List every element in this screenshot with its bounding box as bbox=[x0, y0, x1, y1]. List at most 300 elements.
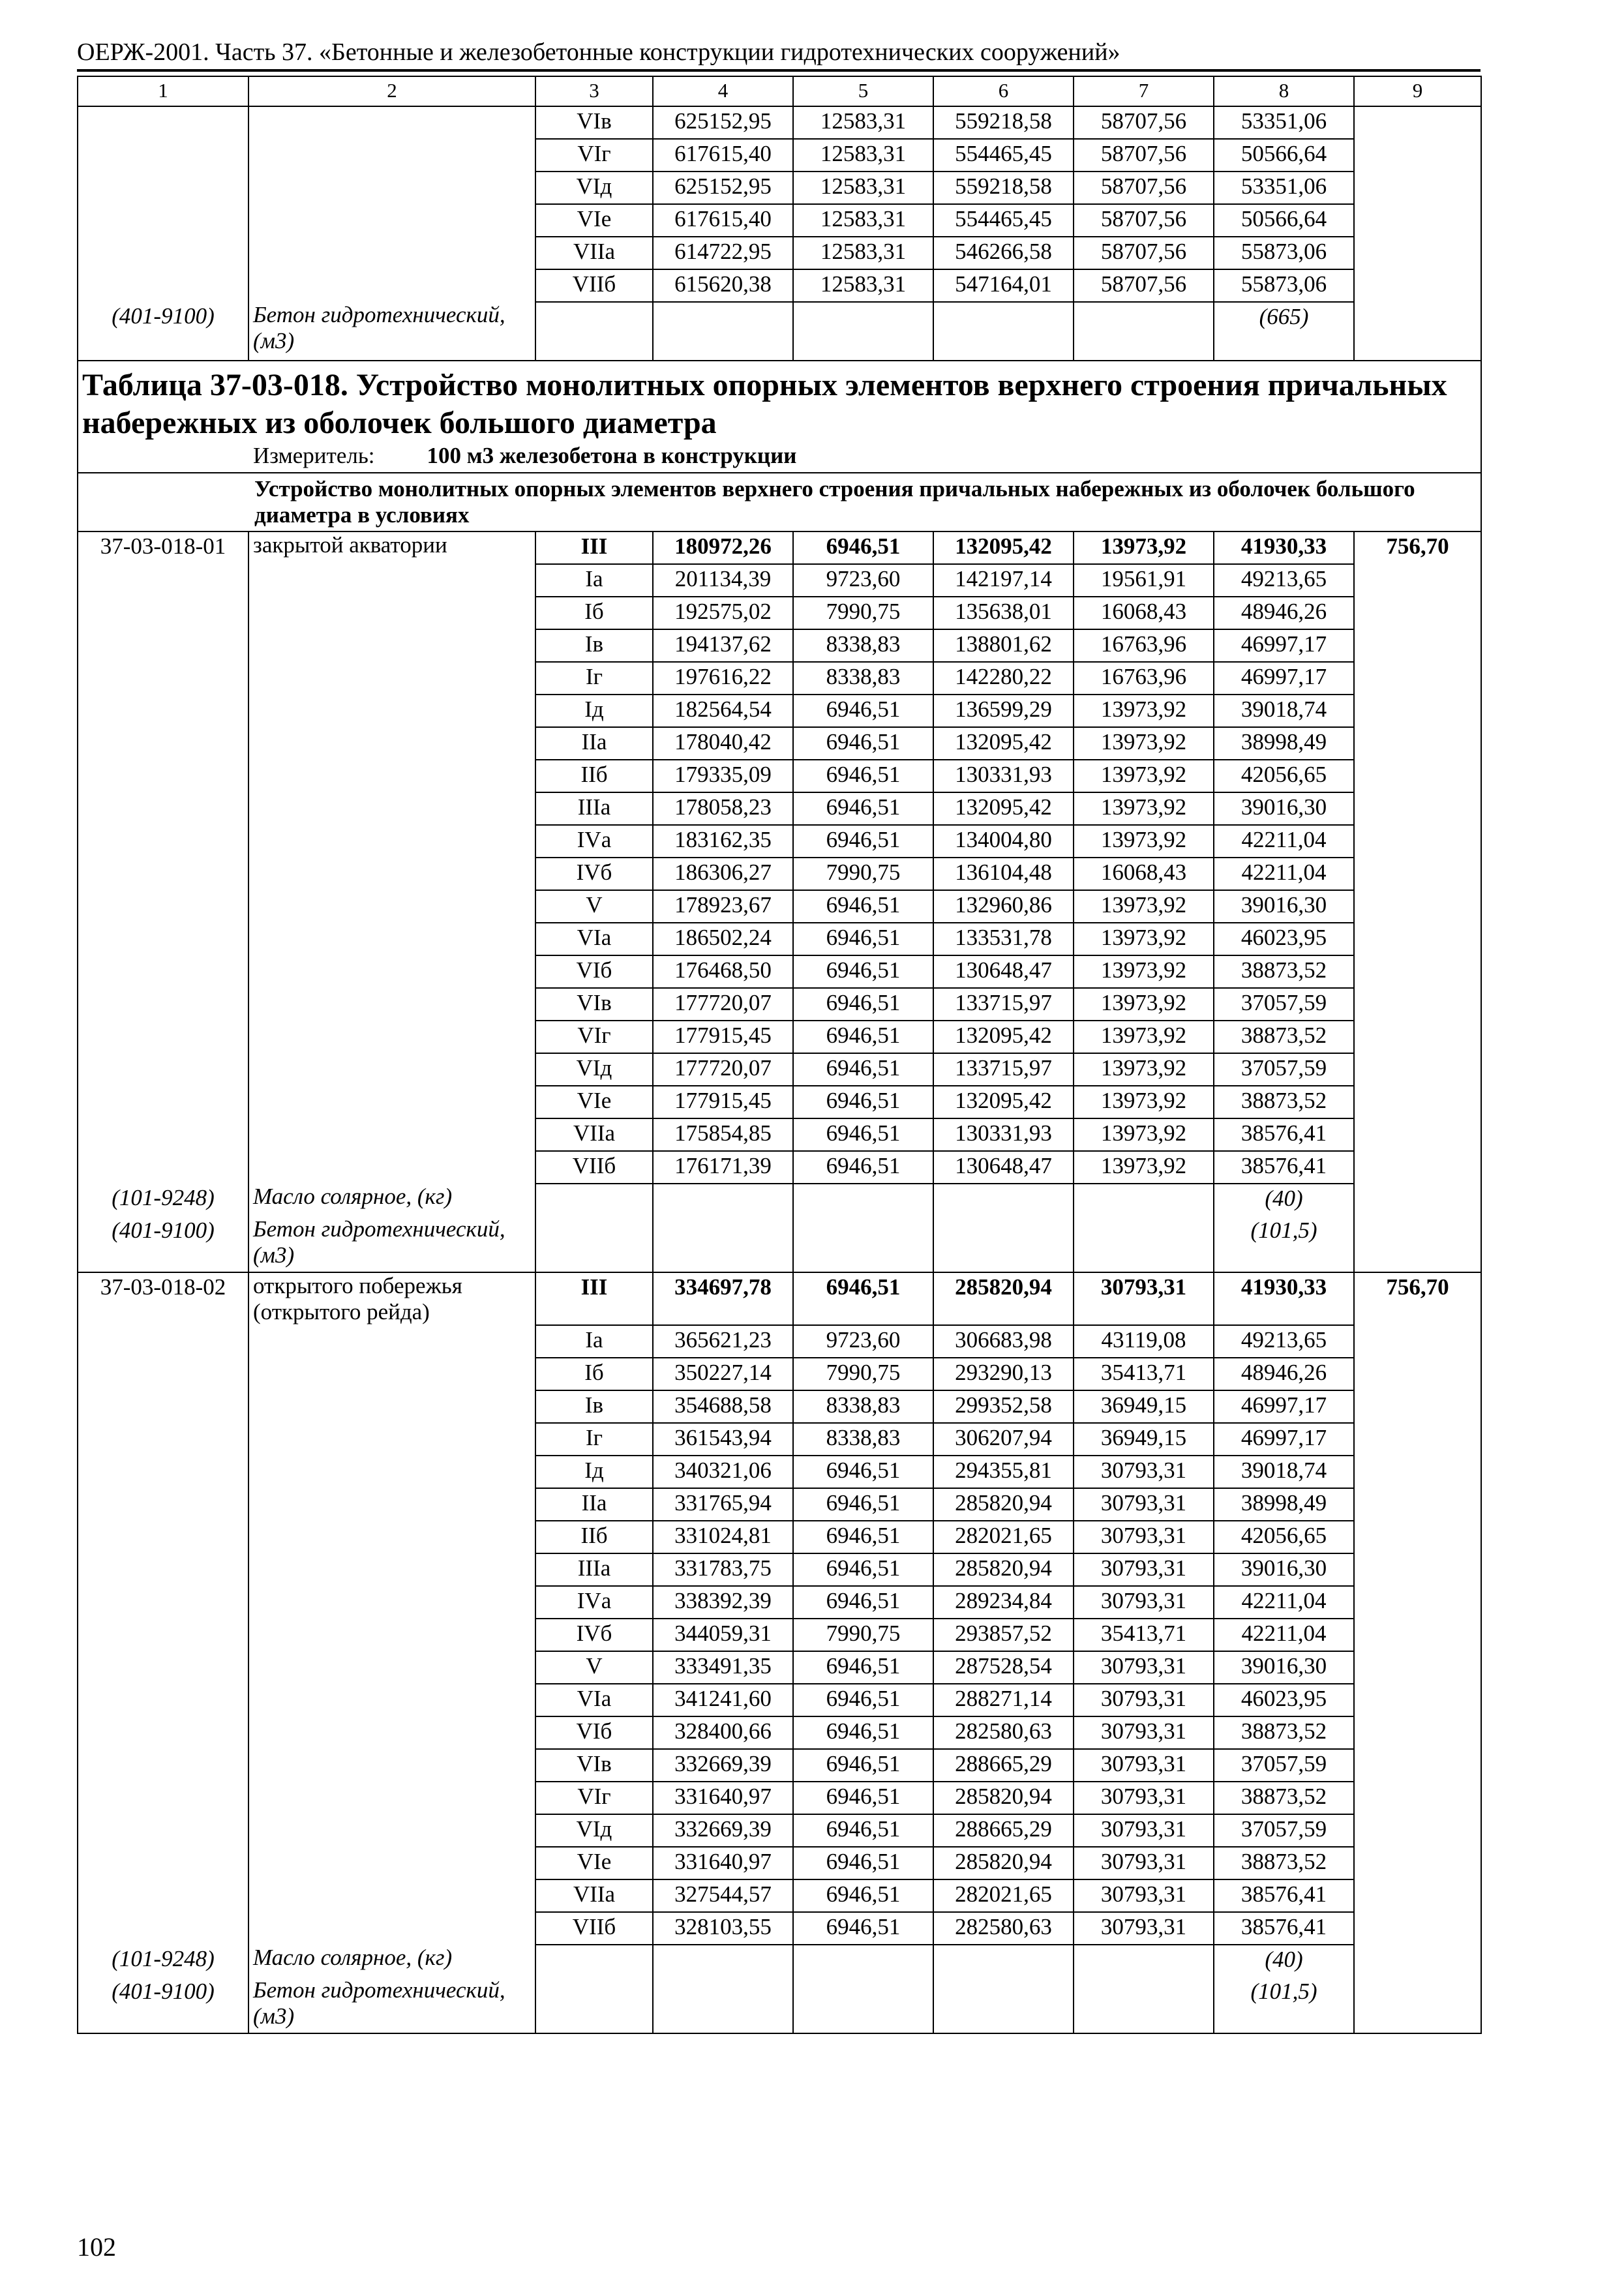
item-name bbox=[248, 204, 535, 237]
value-cell-c8: 48946,26 bbox=[1214, 597, 1354, 629]
item-code bbox=[78, 106, 248, 139]
zone-cell: VIв bbox=[535, 1749, 653, 1782]
value-cell-c7: 58707,56 bbox=[1074, 172, 1214, 204]
value-cell-c4: 331024,81 bbox=[653, 1521, 793, 1553]
item-code bbox=[78, 1021, 248, 1053]
value-cell-c5: 6946,51 bbox=[793, 1053, 933, 1086]
value-cell-c6: 285820,94 bbox=[933, 1782, 1074, 1814]
item-name bbox=[248, 1749, 535, 1782]
value-cell-c7: 30793,31 bbox=[1074, 1586, 1214, 1619]
zone-cell: VIд bbox=[535, 1814, 653, 1847]
value-cell-c8: 38873,52 bbox=[1214, 1716, 1354, 1749]
value-cell-c6: 306683,98 bbox=[933, 1325, 1074, 1358]
value-cell-c9 bbox=[1354, 792, 1481, 825]
value-cell-c6: 132095,42 bbox=[933, 1086, 1074, 1118]
value-cell-c8: 38576,41 bbox=[1214, 1151, 1354, 1184]
empty-cell bbox=[653, 1945, 793, 1977]
value-cell-c5: 6946,51 bbox=[793, 727, 933, 760]
item-code bbox=[78, 1586, 248, 1619]
value-cell-c8: 48946,26 bbox=[1214, 1358, 1354, 1390]
value-cell-c8: 38873,52 bbox=[1214, 955, 1354, 988]
table-row bbox=[78, 1118, 1481, 1151]
item-code bbox=[78, 1151, 248, 1184]
resource-row bbox=[78, 302, 1481, 361]
value-cell-c4: 625152,95 bbox=[653, 172, 793, 204]
item-name bbox=[248, 662, 535, 695]
value-cell-c7: 30793,31 bbox=[1074, 1521, 1214, 1553]
item-name bbox=[248, 269, 535, 302]
value-cell-c4: 354688,58 bbox=[653, 1390, 793, 1423]
value-cell-c6: 130648,47 bbox=[933, 955, 1074, 988]
empty-cell bbox=[1074, 302, 1214, 361]
item-name bbox=[248, 1390, 535, 1423]
running-header: ОЕРЖ-2001. Часть 37. «Бетонные и железобетонные конструкции гидротехнических сооружений» bbox=[77, 38, 1120, 66]
item-code bbox=[78, 1521, 248, 1553]
zone-cell: V bbox=[535, 1651, 653, 1684]
zone-cell: IIIа bbox=[535, 1553, 653, 1586]
table-row bbox=[78, 890, 1481, 923]
value-cell-c5: 6946,51 bbox=[793, 760, 933, 792]
item-code bbox=[78, 564, 248, 597]
item-name bbox=[248, 1684, 535, 1716]
table-row bbox=[78, 923, 1481, 955]
value-cell-c5: 12583,31 bbox=[793, 269, 933, 302]
value-cell-c6: 282021,65 bbox=[933, 1521, 1074, 1553]
value-cell-c4: 180972,26 bbox=[653, 531, 793, 564]
value-cell-c8: 42211,04 bbox=[1214, 825, 1354, 858]
item-name bbox=[248, 1488, 535, 1521]
value-cell-c5: 6946,51 bbox=[793, 1488, 933, 1521]
value-cell-c8: 46023,95 bbox=[1214, 923, 1354, 955]
table-row bbox=[78, 1586, 1481, 1619]
zone-cell: IVа bbox=[535, 825, 653, 858]
zone-cell: VIб bbox=[535, 1716, 653, 1749]
value-cell-c9 bbox=[1354, 564, 1481, 597]
item-name bbox=[248, 1619, 535, 1651]
empty-cell bbox=[653, 1184, 793, 1216]
value-cell-c7: 30793,31 bbox=[1074, 1651, 1214, 1684]
table-row bbox=[78, 662, 1481, 695]
item-code bbox=[78, 792, 248, 825]
item-code bbox=[78, 1651, 248, 1684]
value-cell-c6: 282580,63 bbox=[933, 1912, 1074, 1945]
value-cell-c7: 13973,92 bbox=[1074, 1118, 1214, 1151]
zone-cell: IIб bbox=[535, 1521, 653, 1553]
table-title-row bbox=[78, 361, 1481, 473]
value-cell-c8: 37057,59 bbox=[1214, 1749, 1354, 1782]
value-cell-c5: 6946,51 bbox=[793, 792, 933, 825]
zone-cell: Iг bbox=[535, 1423, 653, 1456]
value-cell-c5: 8338,83 bbox=[793, 1423, 933, 1456]
item-name bbox=[248, 597, 535, 629]
value-cell-c9 bbox=[1354, 988, 1481, 1021]
value-cell-c4: 350227,14 bbox=[653, 1358, 793, 1390]
empty-cell bbox=[1074, 1184, 1214, 1216]
value-cell-c9 bbox=[1354, 1814, 1481, 1847]
value-cell-c9 bbox=[1354, 1553, 1481, 1586]
value-cell-c9 bbox=[1354, 955, 1481, 988]
item-code bbox=[78, 1086, 248, 1118]
empty-cell bbox=[933, 1216, 1074, 1272]
table-row bbox=[78, 1553, 1481, 1586]
value-cell-c6: 135638,01 bbox=[933, 597, 1074, 629]
value-cell-c9 bbox=[1354, 629, 1481, 662]
item-code bbox=[78, 695, 248, 727]
value-cell-c8: 46997,17 bbox=[1214, 629, 1354, 662]
column-number: 4 bbox=[653, 76, 793, 106]
zone-cell: IVб bbox=[535, 1619, 653, 1651]
item-code bbox=[78, 1716, 248, 1749]
item-name bbox=[248, 1021, 535, 1053]
value-cell-c9 bbox=[1354, 760, 1481, 792]
value-cell-c7: 13973,92 bbox=[1074, 923, 1214, 955]
value-cell-c5: 8338,83 bbox=[793, 662, 933, 695]
value-cell-c5: 6946,51 bbox=[793, 988, 933, 1021]
table-row bbox=[78, 988, 1481, 1021]
empty-cell bbox=[1354, 302, 1481, 361]
value-cell-c8: 39018,74 bbox=[1214, 1456, 1354, 1488]
zone-cell: VIг bbox=[535, 1021, 653, 1053]
zone-cell: Iг bbox=[535, 662, 653, 695]
value-cell-c9 bbox=[1354, 269, 1481, 302]
item-code bbox=[78, 1847, 248, 1879]
column-number: 8 bbox=[1214, 76, 1354, 106]
table-row bbox=[78, 1358, 1481, 1390]
value-cell-c8: 55873,06 bbox=[1214, 269, 1354, 302]
value-cell-c6: 132095,42 bbox=[933, 1021, 1074, 1053]
value-cell-c4: 175854,85 bbox=[653, 1118, 793, 1151]
value-cell-c4: 186502,24 bbox=[653, 923, 793, 955]
value-cell-c7: 58707,56 bbox=[1074, 106, 1214, 139]
value-cell-c7: 30793,31 bbox=[1074, 1716, 1214, 1749]
value-cell-c6: 546266,58 bbox=[933, 237, 1074, 269]
value-cell-c7: 16068,43 bbox=[1074, 858, 1214, 890]
value-cell-c6: 547164,01 bbox=[933, 269, 1074, 302]
zone-cell: IVб bbox=[535, 858, 653, 890]
item-code bbox=[78, 269, 248, 302]
value-cell-c5: 8338,83 bbox=[793, 629, 933, 662]
value-cell-c9 bbox=[1354, 1716, 1481, 1749]
value-cell-c6: 136104,48 bbox=[933, 858, 1074, 890]
item-code bbox=[78, 1619, 248, 1651]
item-name bbox=[248, 1847, 535, 1879]
value-cell-c8: 39016,30 bbox=[1214, 792, 1354, 825]
item-name bbox=[248, 1879, 535, 1912]
value-cell-c9 bbox=[1354, 1879, 1481, 1912]
value-cell-c4: 197616,22 bbox=[653, 662, 793, 695]
value-cell-c6: 288665,29 bbox=[933, 1749, 1074, 1782]
value-cell-c6: 285820,94 bbox=[933, 1272, 1074, 1325]
value-cell-c5: 12583,31 bbox=[793, 139, 933, 172]
item-code bbox=[78, 1749, 248, 1782]
value-cell-c7: 16763,96 bbox=[1074, 629, 1214, 662]
rates-table bbox=[77, 76, 1482, 2034]
zone-cell: Iб bbox=[535, 597, 653, 629]
value-cell-c6: 132095,42 bbox=[933, 792, 1074, 825]
value-cell-c7: 13973,92 bbox=[1074, 825, 1214, 858]
value-cell-c6: 287528,54 bbox=[933, 1651, 1074, 1684]
unit-label: Измеритель: bbox=[253, 443, 375, 468]
value-cell-c9 bbox=[1354, 1151, 1481, 1184]
value-cell-c5: 6946,51 bbox=[793, 1118, 933, 1151]
item-code bbox=[78, 1325, 248, 1358]
resource-name: Масло солярное, (кг) bbox=[248, 1945, 535, 1977]
value-cell-c5: 6946,51 bbox=[793, 1716, 933, 1749]
value-cell-c9: 756,70 bbox=[1354, 531, 1481, 564]
item-name bbox=[248, 1912, 535, 1945]
value-cell-c4: 331640,97 bbox=[653, 1782, 793, 1814]
item-code bbox=[78, 858, 248, 890]
table-body bbox=[78, 76, 1481, 2033]
zone-cell: VIд bbox=[535, 1053, 653, 1086]
value-cell-c7: 30793,31 bbox=[1074, 1272, 1214, 1325]
value-cell-c4: 332669,39 bbox=[653, 1814, 793, 1847]
value-cell-c7: 16068,43 bbox=[1074, 597, 1214, 629]
value-cell-c4: 179335,09 bbox=[653, 760, 793, 792]
value-cell-c7: 30793,31 bbox=[1074, 1488, 1214, 1521]
item-main-row bbox=[78, 1272, 1481, 1325]
empty-cell bbox=[535, 1977, 653, 2033]
item-name bbox=[248, 237, 535, 269]
value-cell-c8: 42056,65 bbox=[1214, 760, 1354, 792]
value-cell-c8: 42211,04 bbox=[1214, 1619, 1354, 1651]
value-cell-c4: 331765,94 bbox=[653, 1488, 793, 1521]
value-cell-c9 bbox=[1354, 1118, 1481, 1151]
value-cell-c4: 365621,23 bbox=[653, 1325, 793, 1358]
value-cell-c4: 625152,95 bbox=[653, 106, 793, 139]
item-name bbox=[248, 1456, 535, 1488]
value-cell-c4: 176171,39 bbox=[653, 1151, 793, 1184]
value-cell-c6: 306207,94 bbox=[933, 1423, 1074, 1456]
resource-name: Бетон гидротехнический, (м3) bbox=[248, 1216, 535, 1272]
item-name bbox=[248, 988, 535, 1021]
value-cell-c4: 615620,38 bbox=[653, 269, 793, 302]
value-cell-c5: 6946,51 bbox=[793, 1847, 933, 1879]
value-cell-c6: 132095,42 bbox=[933, 531, 1074, 564]
value-cell-c5: 6946,51 bbox=[793, 531, 933, 564]
unit-line bbox=[82, 442, 1477, 470]
item-code bbox=[78, 662, 248, 695]
value-cell-c8: 39016,30 bbox=[1214, 1651, 1354, 1684]
value-cell-c9 bbox=[1354, 106, 1481, 139]
zone-cell: Iд bbox=[535, 1456, 653, 1488]
column-number: 2 bbox=[248, 76, 535, 106]
value-cell-c5: 7990,75 bbox=[793, 597, 933, 629]
value-cell-c9 bbox=[1354, 1684, 1481, 1716]
value-cell-c6: 288271,14 bbox=[933, 1684, 1074, 1716]
zone-cell: VIе bbox=[535, 204, 653, 237]
value-cell-c6: 288665,29 bbox=[933, 1814, 1074, 1847]
value-cell-c5: 6946,51 bbox=[793, 1456, 933, 1488]
value-cell-c6: 554465,45 bbox=[933, 204, 1074, 237]
table-row bbox=[78, 858, 1481, 890]
value-cell-c6: 142280,22 bbox=[933, 662, 1074, 695]
value-cell-c7: 35413,71 bbox=[1074, 1358, 1214, 1390]
item-name bbox=[248, 955, 535, 988]
value-cell-c4: 177720,07 bbox=[653, 988, 793, 1021]
value-cell-c6: 285820,94 bbox=[933, 1553, 1074, 1586]
empty-cell bbox=[793, 1184, 933, 1216]
value-cell-c9 bbox=[1354, 1651, 1481, 1684]
value-cell-c5: 6946,51 bbox=[793, 1521, 933, 1553]
value-cell-c4: 186306,27 bbox=[653, 858, 793, 890]
value-cell-c7: 13973,92 bbox=[1074, 531, 1214, 564]
empty-cell bbox=[793, 1216, 933, 1272]
column-number: 5 bbox=[793, 76, 933, 106]
table-row bbox=[78, 1684, 1481, 1716]
zone-cell: VIг bbox=[535, 1782, 653, 1814]
item-code bbox=[78, 1358, 248, 1390]
value-cell-c9 bbox=[1354, 204, 1481, 237]
value-cell-c8: 39018,74 bbox=[1214, 695, 1354, 727]
value-cell-c9 bbox=[1354, 1423, 1481, 1456]
value-cell-c6: 130648,47 bbox=[933, 1151, 1074, 1184]
item-name: открытого побережья (открытого рейда) bbox=[248, 1272, 535, 1325]
item-code bbox=[78, 955, 248, 988]
value-cell-c4: 178040,42 bbox=[653, 727, 793, 760]
item-name bbox=[248, 1151, 535, 1184]
resource-quantity: (40) bbox=[1214, 1945, 1354, 1977]
empty-cell bbox=[793, 302, 933, 361]
table-row bbox=[78, 597, 1481, 629]
continuation-row bbox=[78, 172, 1481, 204]
value-cell-c7: 13973,92 bbox=[1074, 955, 1214, 988]
table-row bbox=[78, 1716, 1481, 1749]
item-name bbox=[248, 890, 535, 923]
value-cell-c4: 341241,60 bbox=[653, 1684, 793, 1716]
subheading-row bbox=[78, 473, 1481, 531]
value-cell-c7: 36949,15 bbox=[1074, 1423, 1214, 1456]
table-row bbox=[78, 1086, 1481, 1118]
value-cell-c8: 41930,33 bbox=[1214, 531, 1354, 564]
value-cell-c7: 30793,31 bbox=[1074, 1847, 1214, 1879]
value-cell-c7: 30793,31 bbox=[1074, 1553, 1214, 1586]
value-cell-c4: 328103,55 bbox=[653, 1912, 793, 1945]
column-number: 7 bbox=[1074, 76, 1214, 106]
resource-name: Масло солярное, (кг) bbox=[248, 1184, 535, 1216]
table-row bbox=[78, 1749, 1481, 1782]
item-code bbox=[78, 1118, 248, 1151]
value-cell-c8: 46997,17 bbox=[1214, 662, 1354, 695]
value-cell-c7: 58707,56 bbox=[1074, 204, 1214, 237]
value-cell-c7: 13973,92 bbox=[1074, 890, 1214, 923]
value-cell-c9 bbox=[1354, 1390, 1481, 1423]
item-code bbox=[78, 825, 248, 858]
value-cell-c9 bbox=[1354, 1488, 1481, 1521]
value-cell-c8: 38873,52 bbox=[1214, 1021, 1354, 1053]
value-cell-c5: 6946,51 bbox=[793, 1553, 933, 1586]
value-cell-c5: 6946,51 bbox=[793, 1021, 933, 1053]
resource-code: (101-9248) bbox=[78, 1945, 248, 1977]
zone-cell: VIд bbox=[535, 172, 653, 204]
zone-cell: VIб bbox=[535, 955, 653, 988]
value-cell-c5: 6946,51 bbox=[793, 955, 933, 988]
value-cell-c6: 554465,45 bbox=[933, 139, 1074, 172]
value-cell-c9 bbox=[1354, 1053, 1481, 1086]
column-number: 3 bbox=[535, 76, 653, 106]
item-code bbox=[78, 1912, 248, 1945]
zone-cell: Iа bbox=[535, 1325, 653, 1358]
zone-cell: VIIб bbox=[535, 1912, 653, 1945]
value-cell-c7: 13973,92 bbox=[1074, 1086, 1214, 1118]
value-cell-c8: 37057,59 bbox=[1214, 988, 1354, 1021]
zone-cell: IIIа bbox=[535, 792, 653, 825]
table-row bbox=[78, 1456, 1481, 1488]
item-code bbox=[78, 204, 248, 237]
column-number: 9 bbox=[1354, 76, 1481, 106]
zone-cell: VIIа bbox=[535, 237, 653, 269]
item-code bbox=[78, 1684, 248, 1716]
table-title-block bbox=[78, 361, 1481, 473]
value-cell-c8: 50566,64 bbox=[1214, 139, 1354, 172]
table-row bbox=[78, 760, 1481, 792]
value-cell-c4: 617615,40 bbox=[653, 139, 793, 172]
empty-cell bbox=[653, 1216, 793, 1272]
empty-cell bbox=[653, 302, 793, 361]
value-cell-c4: 338392,39 bbox=[653, 1586, 793, 1619]
zone-cell: VIг bbox=[535, 139, 653, 172]
value-cell-c6: 293857,52 bbox=[933, 1619, 1074, 1651]
table-row bbox=[78, 695, 1481, 727]
value-cell-c9 bbox=[1354, 890, 1481, 923]
empty-cell bbox=[793, 1945, 933, 1977]
resource-quantity: (40) bbox=[1214, 1184, 1354, 1216]
value-cell-c4: 178923,67 bbox=[653, 890, 793, 923]
value-cell-c9 bbox=[1354, 237, 1481, 269]
value-cell-c9 bbox=[1354, 172, 1481, 204]
value-cell-c7: 58707,56 bbox=[1074, 269, 1214, 302]
value-cell-c4: 201134,39 bbox=[653, 564, 793, 597]
table-row bbox=[78, 1488, 1481, 1521]
zone-cell: III bbox=[535, 531, 653, 564]
item-name: закрытой акватории bbox=[248, 531, 535, 564]
value-cell-c9 bbox=[1354, 597, 1481, 629]
value-cell-c5: 8338,83 bbox=[793, 1390, 933, 1423]
table-row bbox=[78, 1053, 1481, 1086]
table-row bbox=[78, 1847, 1481, 1879]
value-cell-c9 bbox=[1354, 1847, 1481, 1879]
value-cell-c8: 38873,52 bbox=[1214, 1847, 1354, 1879]
item-name bbox=[248, 727, 535, 760]
item-code bbox=[78, 1782, 248, 1814]
item-code bbox=[78, 923, 248, 955]
value-cell-c7: 36949,15 bbox=[1074, 1390, 1214, 1423]
item-name bbox=[248, 923, 535, 955]
table-title: Таблица 37-03-018. Устройство монолитных опорных элементов верхнего строения причальных набережных из оболочек большого диаметра bbox=[82, 368, 1447, 440]
value-cell-c4: 327544,57 bbox=[653, 1879, 793, 1912]
column-number: 6 bbox=[933, 76, 1074, 106]
resource-row bbox=[78, 1184, 1481, 1216]
item-code bbox=[78, 1553, 248, 1586]
value-cell-c5: 6946,51 bbox=[793, 1912, 933, 1945]
column-number: 1 bbox=[78, 76, 248, 106]
resource-quantity: (101,5) bbox=[1214, 1216, 1354, 1272]
value-cell-c6: 299352,58 bbox=[933, 1390, 1074, 1423]
table-row bbox=[78, 727, 1481, 760]
value-cell-c7: 58707,56 bbox=[1074, 237, 1214, 269]
value-cell-c4: 177915,45 bbox=[653, 1086, 793, 1118]
continuation-row bbox=[78, 269, 1481, 302]
value-cell-c8: 38576,41 bbox=[1214, 1118, 1354, 1151]
item-code bbox=[78, 1456, 248, 1488]
value-cell-c9 bbox=[1354, 1358, 1481, 1390]
zone-cell: III bbox=[535, 1272, 653, 1325]
value-cell-c7: 30793,31 bbox=[1074, 1684, 1214, 1716]
table-row bbox=[78, 1021, 1481, 1053]
value-cell-c8: 46997,17 bbox=[1214, 1423, 1354, 1456]
zone-cell: Iб bbox=[535, 1358, 653, 1390]
item-name bbox=[248, 1358, 535, 1390]
